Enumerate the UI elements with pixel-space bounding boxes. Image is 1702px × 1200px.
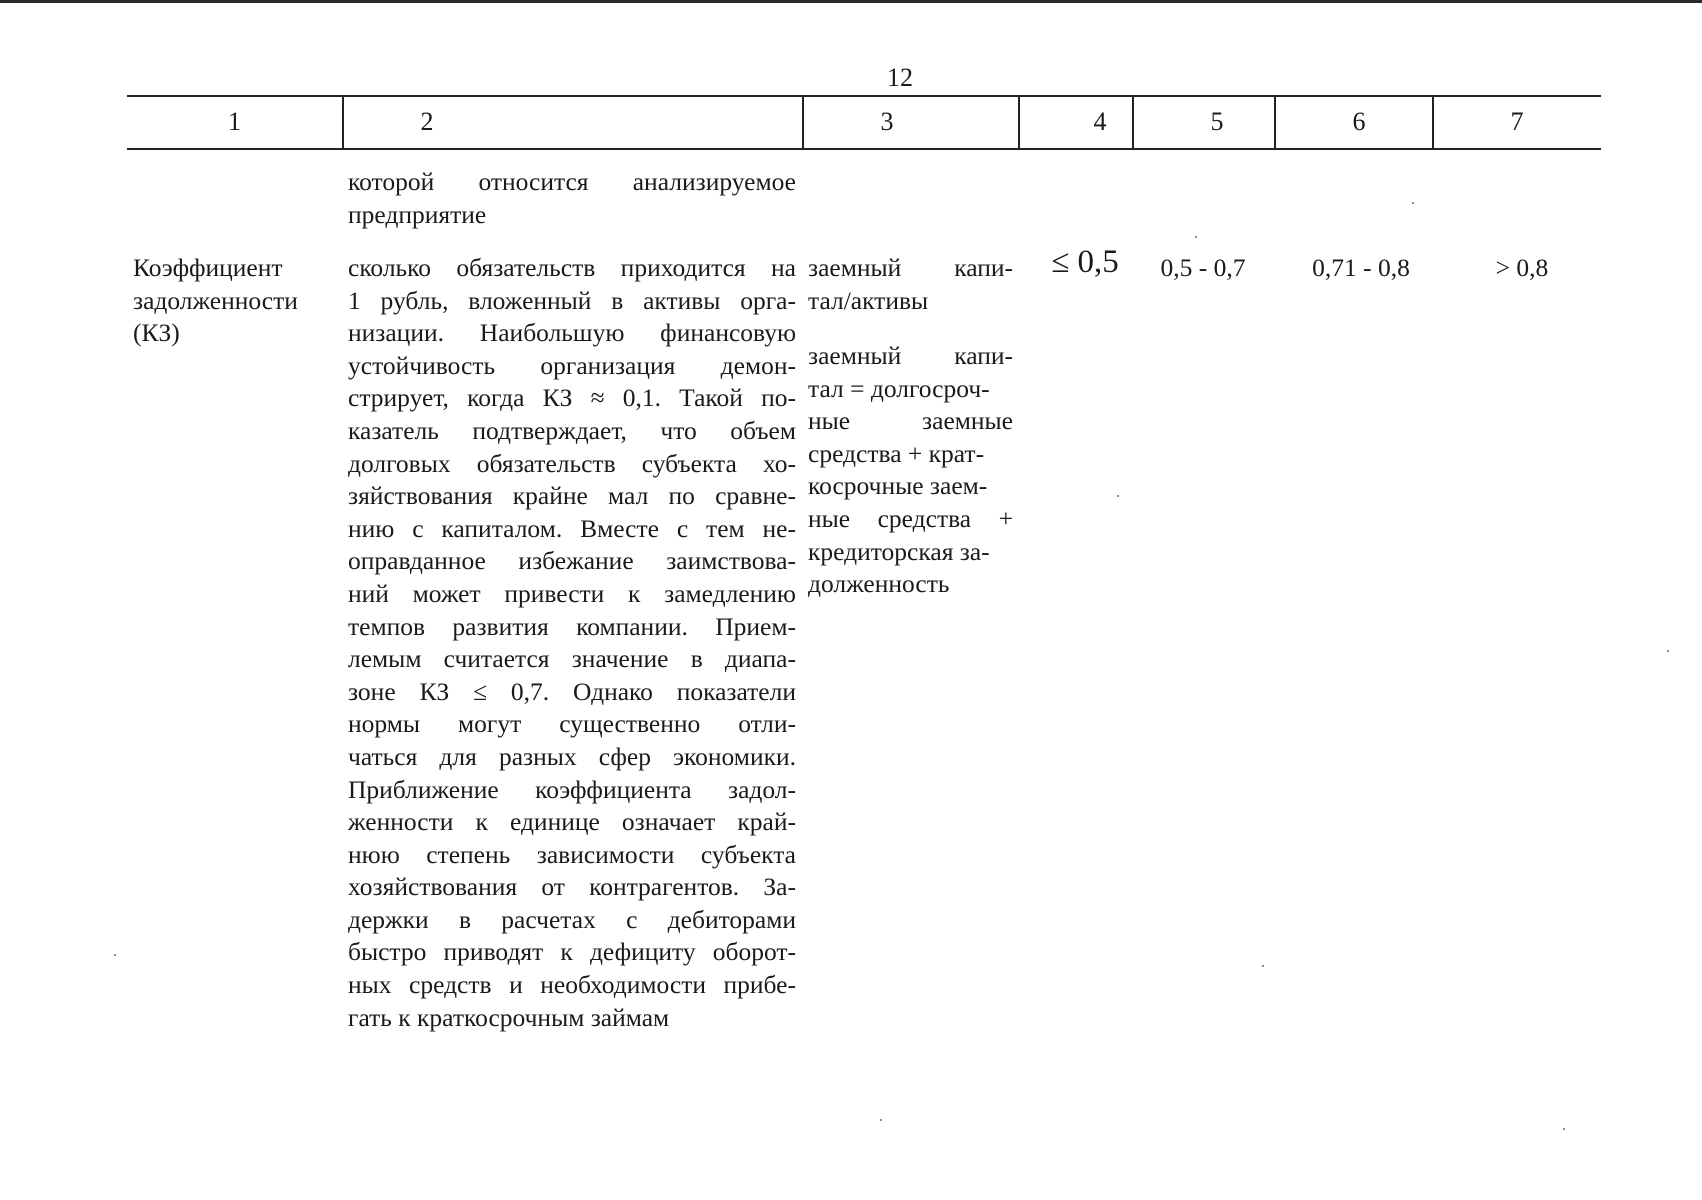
text-line: ний может привести к замедлению xyxy=(348,578,796,608)
text-line: долговых обязательств субъекта хо- xyxy=(348,448,796,478)
continuation-text xyxy=(348,166,796,231)
text-line: предприятие xyxy=(348,199,487,229)
column-number-4: 4 xyxy=(1093,107,1107,136)
text-line: сколько обязательств приходится на xyxy=(348,253,796,282)
text-line: стрирует, когда КЗ ≈ 0,1. Такой по- xyxy=(348,383,796,413)
text-line: оправданное избежание заимствова- xyxy=(348,546,796,576)
header-top-rule xyxy=(127,95,1601,97)
text-line: женности к единице означает край- xyxy=(348,807,796,837)
text-line: заемный капи- xyxy=(808,341,1013,370)
text-line: низации. Наибольшую финансовую xyxy=(348,318,796,348)
indicator-description xyxy=(348,252,796,1034)
scan-speck xyxy=(1117,495,1119,497)
column-number-5: 5 xyxy=(1210,107,1224,136)
scan-speck xyxy=(1563,1128,1565,1130)
text-line: зоне КЗ ≤ 0,7. Однако показатели xyxy=(348,676,796,706)
text-line: держки в расчетах с дебиторами xyxy=(348,904,796,934)
formula xyxy=(808,252,1013,317)
text-line: нию с капиталом. Вместе с тем не- xyxy=(348,513,796,543)
text-line: хозяйствования от контрагентов. За- xyxy=(348,872,796,902)
page-number: 12 xyxy=(887,63,913,92)
text-line: Приближение коэффициента задол- xyxy=(348,774,796,804)
column-number-1: 1 xyxy=(228,107,241,136)
threshold-col-6: 0,71 - 0,8 xyxy=(1312,253,1410,282)
text-line: гать к краткосрочным займам xyxy=(348,1002,670,1032)
indicator-name xyxy=(133,252,338,350)
scan-speck xyxy=(880,1119,882,1121)
threshold-col-4: ≤ 0,5 xyxy=(1051,244,1119,280)
column-number-2: 2 xyxy=(420,107,434,136)
text-line: быстро приводят к дефициту оборот- xyxy=(348,937,796,967)
text-line: темпов развития компании. Прием- xyxy=(348,611,796,641)
scan-speck xyxy=(1262,965,1264,967)
text-line: задолженности xyxy=(133,285,298,315)
threshold-col-5: 0,5 - 0,7 xyxy=(1160,253,1246,282)
column-number-6: 6 xyxy=(1352,107,1366,136)
text-line: лемым считается значение в диапа- xyxy=(348,644,796,674)
text-line: ных средств и необходимости прибе- xyxy=(348,970,796,1000)
text-line: тал/активы xyxy=(808,285,929,315)
scan-speck xyxy=(114,954,116,956)
text-line: казатель подтверждает, что объем xyxy=(348,415,796,445)
text-line: долженность xyxy=(808,569,950,599)
text-line: Коэффициент xyxy=(133,253,283,282)
text-line: 1 рубль, вложенный в активы орга- xyxy=(348,285,796,315)
scan-speck xyxy=(1667,650,1669,652)
scan-speck xyxy=(1412,202,1414,204)
text-line: тал = долгосроч- xyxy=(808,373,990,403)
text-line: нормы могут существенно отли- xyxy=(348,709,796,739)
text-line: (КЗ) xyxy=(133,318,180,348)
text-line: ные средства + xyxy=(808,503,1013,533)
column-divider xyxy=(1018,95,1020,150)
column-number-7: 7 xyxy=(1510,107,1524,136)
text-line: кредиторская за- xyxy=(808,536,990,566)
threshold-col-7: > 0,8 xyxy=(1495,253,1549,282)
formula-definition xyxy=(808,340,1013,601)
text-line: нюю степень зависимости субъекта xyxy=(348,839,796,869)
text-line: которой относится анализируемое xyxy=(348,167,796,196)
text-line: заемный капи- xyxy=(808,253,1013,282)
text-line: зяйствования крайне мал по сравне- xyxy=(348,481,796,511)
scan-speck xyxy=(1195,236,1197,238)
text-line: устойчивость организация демон- xyxy=(348,350,796,380)
text-line: косрочные заем- xyxy=(808,471,988,501)
scan-edge xyxy=(0,0,1702,3)
text-line: средства + крат- xyxy=(808,438,985,468)
column-number-3: 3 xyxy=(880,107,894,136)
header-bottom-rule xyxy=(127,148,1601,150)
text-line: ные заемные xyxy=(808,406,1013,436)
text-line: чаться для разных сфер экономики. xyxy=(348,741,796,771)
